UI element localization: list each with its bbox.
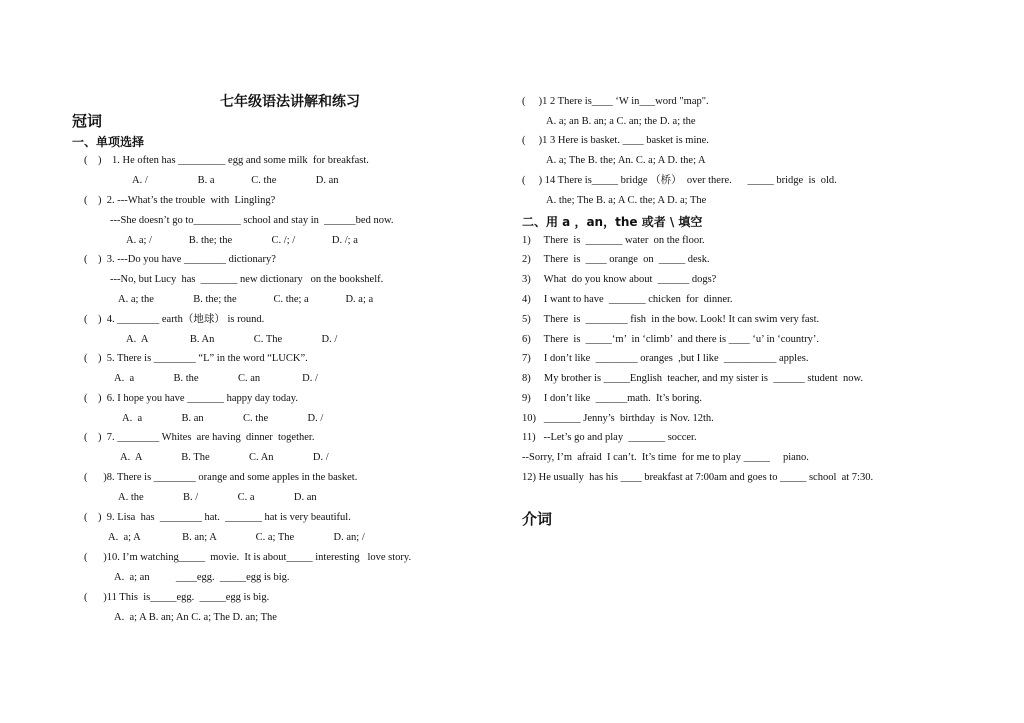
options-1: A. / B. a C. the D. an — [132, 175, 339, 186]
question-6: ( ) 6. I hope you have _______ happy day today. — [84, 393, 298, 404]
question-11: ( )11 This is_____egg. _____egg is big. — [84, 592, 270, 603]
question-2: ( ) 2. ---What’s the trouble with Lingling? — [84, 195, 276, 206]
options-8: A. the B. / C. a D. an — [118, 492, 317, 503]
options-9: A. a; A B. an; A C. a; The D. an; / — [108, 532, 365, 543]
fill-item-8: 8) My brother is _____English teacher, and my sister is ______ student now. — [522, 373, 863, 384]
question-4: ( ) 4. ________ earth（地球） is round. — [84, 314, 265, 325]
question-8: ( )8. There is ________ orange and some apples in the basket. — [84, 472, 358, 483]
fill-item-11-reply: --Sorry, I’m afraid I can’t. It’s time for me to play _____ piano. — [522, 452, 809, 463]
options-2: A. a; / B. the; the C. /; / D. /; a — [126, 235, 358, 246]
fill-item-10: 10) _______ Jenny’s birthday is Nov. 12th. — [522, 413, 714, 424]
options-3: A. a; the B. the; the C. the; a D. a; a — [118, 294, 374, 305]
question-13: ( )1 3 Here is basket. ____ basket is mine. — [522, 135, 709, 146]
part2-heading: 二、用 a ，an，the 或者 \ 填空 — [522, 215, 703, 229]
question-12: ( )1 2 There is____ ‘W in___word "map". — [522, 96, 709, 107]
question-1: ( ) 1. He often has _________ egg and some milk for breakfast. — [84, 155, 369, 166]
part1-heading: 一、单项选择 — [72, 135, 145, 149]
articles-heading: 冠词 — [72, 112, 103, 130]
options-6: A. a B. an C. the D. / — [122, 413, 324, 424]
options-5: A. a B. the C. an D. / — [114, 373, 318, 384]
fill-item-4: 4) I want to have _______ chicken for dinner. — [522, 294, 733, 305]
fill-item-11: 11) --Let’s go and play _______ soccer. — [522, 432, 697, 443]
question-7: ( ) 7. ________ Whites are having dinner together. — [84, 432, 315, 443]
fill-item-1: 1) There is _______ water on the floor. — [522, 235, 705, 246]
page-title: 七年级语法讲解和练习 — [220, 94, 360, 110]
fill-item-2: 2) There is ____ orange on _____ desk. — [522, 254, 710, 265]
options-10: A. a; an ____egg. _____egg is big. — [114, 572, 290, 583]
question-9: ( ) 9. Lisa has ________ hat. _______ hat is very beautiful. — [84, 512, 351, 523]
fill-item-7: 7) I don’t like ________ oranges ,but I like __________ apples. — [522, 353, 809, 364]
question-3-reply: ---No, but Lucy has _______ new dictionary on the bookshelf. — [110, 274, 384, 285]
options-13: A. a; The B. the; An. C. a; A D. the; A — [546, 155, 706, 166]
question-5: ( ) 5. There is ________ “L” in the word “LUCK”. — [84, 353, 308, 364]
options-7: A. A B. The C. An D. / — [120, 452, 329, 463]
options-11: A. a; A B. an; An C. a; The D. an; The — [114, 612, 277, 623]
fill-item-3: 3) What do you know about ______ dogs? — [522, 274, 717, 285]
fill-item-12: 12) He usually has his ____ breakfast at 7:00am and goes to _____ school at 7:30. — [522, 472, 874, 483]
options-12: A. a; an B. an; a C. an; the D. a; the — [546, 116, 696, 127]
question-2-reply: ---She doesn’t go to_________ school and stay in ______bed now. — [110, 215, 394, 226]
fill-item-5: 5) There is ________ fish in the bow. Look! It can swim very fast. — [522, 314, 820, 325]
question-14: ( ) 14 There is_____ bridge （桥） over there. _____ bridge is old. — [522, 175, 837, 186]
question-10: ( )10. I’m watching_____ movie. It is about_____ interesting love story. — [84, 552, 412, 563]
fill-item-6: 6) There is _____‘m’ in ‘climb’ and there is ____ ‘u’ in ‘country’. — [522, 334, 819, 345]
prepositions-heading: 介词 — [522, 510, 553, 528]
options-14: A. the; The B. a; A C. the; A D. a; The — [546, 195, 707, 206]
question-3: ( ) 3. ---Do you have ________ dictionary? — [84, 254, 276, 265]
options-4: A. A B. An C. The D. / — [126, 334, 338, 345]
fill-item-9: 9) I don’t like ______math. It’s boring. — [522, 393, 703, 404]
